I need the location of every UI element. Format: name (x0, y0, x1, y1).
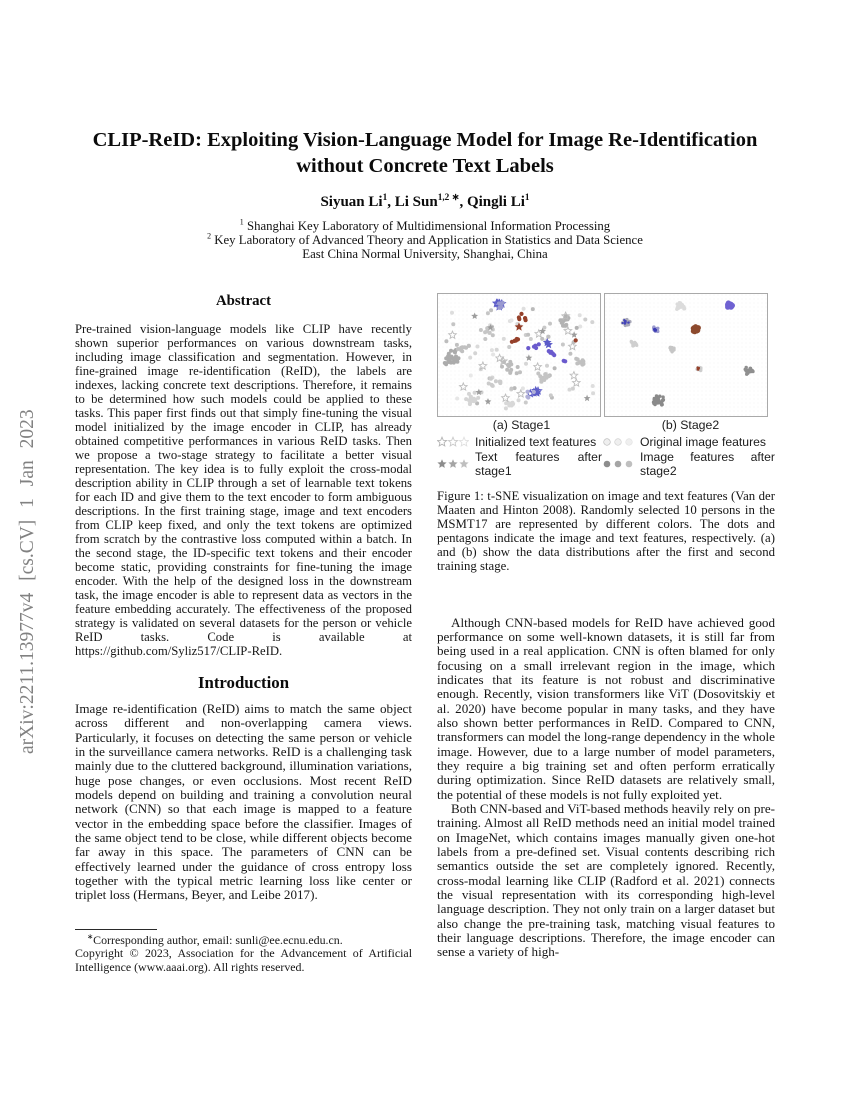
figure-panel-labels (437, 418, 775, 432)
body-paragraph: Both CNN-based and ViT-based methods heavily rely on pre-training. Almost all ReID methods need an initial model trained on ImageNet, which contains images manually given one-hot labels from a pre-defined set. Visual contents describing rich semantics outside the set are completely ignored. Recently, cross-modal learning like CLIP (Radford et al. 2021) connects the visual representation with its corresponding high-level language description. They not only train on a larger dataset but also change the pre-training task, matching visual features to their language descriptions. Therefore, the image encoder can sense a variety of high- (437, 801, 775, 960)
tsne-panel-stage1 (437, 293, 601, 417)
paper-header (0, 128, 850, 262)
affiliation-line: $^2$ Key Laboratory of Advanced Theory and Application in Statistics and Data Science (207, 231, 643, 248)
panel-b-label: (b) Stage2 (661, 418, 720, 432)
panel-a-label: (a) Stage1 (492, 418, 551, 432)
author-sup: 1 (524, 193, 530, 203)
legend-label: Image features after stage2 (640, 450, 775, 478)
figure-caption: Figure 1: t-SNE visualization on image and text features (Van der Maaten and Hinton 2008). Randomly selected 10 persons in the MSMT17 are represented by different colors. The dots and pentagons indicate the image and text features, respectively. (a) and (b) show the data distributions after the first and second training stage. (437, 489, 775, 574)
introduction-heading: Introduction (197, 673, 290, 692)
left-column (75, 293, 412, 903)
star-outline-icon (437, 436, 469, 448)
right-column-body (437, 616, 775, 960)
abstract-text: Pre-trained vision-language models like CLIP have recently shown superior performances on various downstream tasks, including image classification and segmentation. However, in fine-grained image re-identification (ReID), the labels are indexes, lacking concrete text descriptions. Therefore, it remains to be determined how such models could be applied to these tasks. This paper first finds out that simply fine-tuning the visual model initialized by the image encoder in CLIP, has already obtained competitive performances in various ReID tasks. Then we propose a two-stage strategy to facilitate a better visual representation. The key idea is to fully exploit the cross-modal description ability in CLIP through a set of learnable text tokens for each ID and give them to the text encoder to form ambiguous descriptions. In the first training stage, image and text encoders from CLIP keep fixed, and only the text tokens are optimized from scratch by the contrastive loss computed within a batch. In the second stage, the ID-specific text tokens and their encoder become static, providing constraints for fine-tuning the image encoder. With the help of the designed loss in the downstream task, the image encoder is able to represent data as vectors in the feature embedding accurately. The effectiveness of the proposed strategy is validated on several datasets for the person or vehicle ReID tasks. Code is available at https://github.com/Syliz517/CLIP-ReID. (75, 322, 412, 658)
star-filled-icon (437, 458, 469, 470)
tsne-panel-stage2 (604, 293, 768, 417)
footnote-corresponding: ∗Corresponding author, email: sunli@ee.ecnu.edu.cn. (87, 932, 343, 947)
legend-item (437, 450, 602, 478)
figure-panels (437, 293, 775, 417)
footnote-copyright: Copyright © 2023, Association for the Advancement of Artificial Intelligence (www.aaai.org). All rights reserved. (75, 946, 412, 974)
legend-label: Text features after stage1 (475, 450, 602, 478)
right-column (437, 293, 775, 960)
affiliations (0, 219, 850, 262)
body-paragraph: Although CNN-based models for ReID have achieved good performance on some well-known datasets, it is still far from being used in a real application. CNN is often blamed for only focusing on a small irrelevant region in the image, which indicates that its feature is not robust and discriminative enough. Recently, vision transformers like ViT (Dosovitskiy et al. 2020) have become popular in many tasks, and they have also shown better performances in ReID. Compared to CNN, transformers can model the long-range dependency in the whole image. However, due to a large number of model parameters, they require a big training set and often perform erratically during optimization. Since ReID datasets are relatively small, the potential of these models is not fully exploited yet. (437, 614, 775, 802)
figure-legend (437, 435, 775, 478)
author-sup: 1,2 ∗ (437, 193, 460, 203)
authors-line (0, 194, 850, 211)
legend-label: Initialized text features (475, 435, 597, 449)
footnote-block (75, 929, 412, 974)
legend-item (602, 450, 775, 478)
author: Siyuan Li$^1$ (320, 193, 388, 210)
author: , Qingli Li$^1$ (459, 193, 530, 210)
circle-filled-icon (602, 458, 634, 470)
introduction-paragraph: Image re-identification (ReID) aims to match the same object across different and non-overlapping camera views. Particularly, it focuses on detecting the same person or vehicle in the surveillance camera networks. ReID is a challenging task mainly due to the cluttered background, illumination variations, huge pose changes, or even occlusions. Most recent ReID models depend on building and training a convolution neural network (CNN) so that each image is mapped to a feature vector in the embedding space before the classifier. Images of the same object tend to be close, while different objects become far away in this space. The parameters of CNN can be effectively learned under the guidance of cross entropy loss together with the typical metric learning loss like center or triplet loss (Hermans, Beyer, and Leibe 2017). (75, 701, 412, 903)
footnote-rule (75, 929, 157, 930)
figure-1 (437, 293, 775, 574)
circle-outline-icon (602, 436, 634, 448)
abstract-heading: Abstract (215, 293, 272, 309)
page-title: CLIP-ReID: Exploiting Vision-Language Model for Image Re-Identification without Concrete Text Labels (92, 129, 758, 177)
legend-item (437, 435, 602, 449)
author-sup: 1 (382, 193, 388, 203)
legend-label: Original image features (640, 435, 766, 449)
arxiv-stamp: arXiv:2211.13977v4 [cs.CV] 1 Jan 2023 (17, 409, 38, 754)
author: , Li Sun$^{1,2 ∗}$ (387, 193, 460, 210)
affiliation-line: East China Normal University, Shanghai, China (302, 247, 548, 262)
legend-item (602, 435, 775, 449)
affiliation-line: $^1$ Shanghai Key Laboratory of Multidimensional Information Processing (239, 217, 611, 233)
